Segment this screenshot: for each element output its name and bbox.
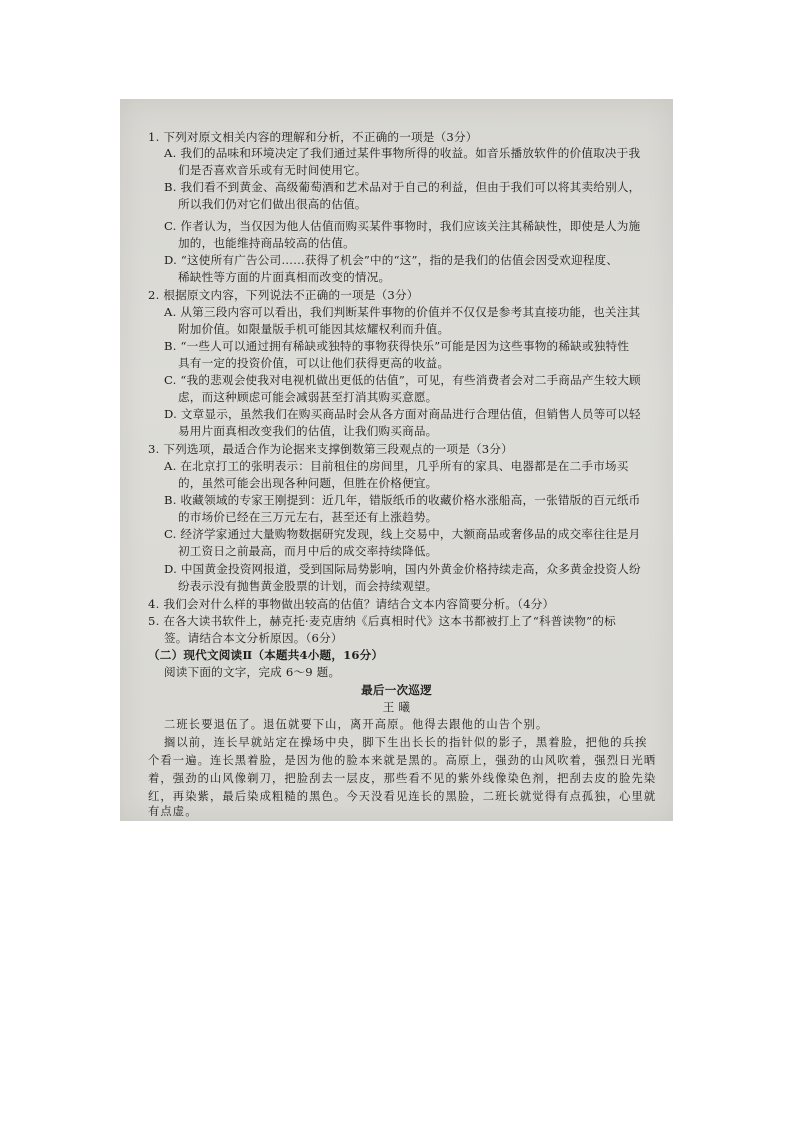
q1-option-a-line1: A. 我们的品味和环境决定了我们通过某件事物所得的收益。如音乐播放软件的价值取决于我 xyxy=(164,146,641,160)
story-paragraph-1: 二班长要退伍了。退伍就要下山，离开高原。他得去跟他的山告个别。 xyxy=(164,718,549,731)
q3-option-a-line2: 的，虽然可能会出现各种问题，但胜在价格便宜。 xyxy=(178,476,438,490)
q1-option-b-line1: B. 我们看不到黄金、高级葡萄酒和艺术品对于自己的利益，但由于我们可以将其卖给别人， xyxy=(164,180,641,194)
question-1-stem: 1. 下列对原文相关内容的理解和分析，不正确的一项是（3分） xyxy=(148,130,478,144)
q1-option-c-line2: 加的，也能维持商品较高的估值。 xyxy=(178,236,355,250)
q2-option-d-line2: 易用片面真相改变我们的估值，让我们购买商品。 xyxy=(178,424,438,438)
scanned-exam-page xyxy=(120,99,673,821)
q2-option-c-line1: C. “我的悲观会使我对电视机做出更低的估值”，可见，有些消费者会对二手商品产生较大顾 xyxy=(164,373,641,387)
q2-option-a-line1: A. 从第三段内容可以看出，我们判断某件事物的价值并不仅仅是参考其直接功能，也关注其 xyxy=(164,305,641,319)
q3-option-c-line1: C. 经济学家通过大量购物数据研究发现，线上交易中，大额商品或奢侈品的成交率往往是月 xyxy=(164,527,641,541)
question-2-stem: 2. 根据原文内容，下列说法不正确的一项是（3分） xyxy=(148,288,419,302)
story-paragraph-2-line1: 搁以前，连长早就站定在操场中央，脚下生出长长的指针似的影子，黑着脸，把他的兵挨 xyxy=(164,736,648,749)
question-4-stem: 4. 我们会对什么样的事物做出较高的估值？请结合文本内容简要分析。（4分） xyxy=(148,597,555,611)
q2-option-d-line1: D. 文章显示，虽然我们在购买商品时会从各方面对商品进行合理估值，但销售人员等可以轻 xyxy=(164,407,641,421)
q3-option-c-line2: 初工资日之前最高，而月中后的成交率持续降低。 xyxy=(178,544,438,558)
q3-option-d-line1: D. 中国黄金投资网报道，受到国际局势影响，国内外黄金价格持续走高，众多黄金投资人纷 xyxy=(164,562,641,576)
q1-option-c-line1: C. 作者认为，当仅因为他人估值而购买某件事物时，我们应该关注其稀缺性，即使是人为施 xyxy=(164,219,641,233)
q3-option-d-line2: 纷表示没有抛售黄金股票的计划，而会持续观望。 xyxy=(178,579,438,593)
story-paragraph-2-line2: 个看一遍。连长黑着脸，是因为他的脸本来就是黑的。高原上，强劲的山风吹着，强烈日光晒 xyxy=(148,754,657,767)
question-3-stem: 3. 下列选项，最适合作为论据来支撑倒数第三段观点的一项是（3分） xyxy=(148,442,513,456)
q1-option-d-line2: 稀缺性等方面的片面真相而改变的情况。 xyxy=(178,270,391,284)
story-paragraph-2-line3: 着，强劲的山风像剃刀，把脸刮去一层皮，那些看不见的紫外线像染色剂，把刮去皮的脸先染 xyxy=(148,772,657,785)
q1-option-d-line1: D. “这使所有广告公司……获得了机会”中的“这”，指的是我们的估值会因受欢迎程度、 xyxy=(164,253,619,267)
story-title: 最后一次巡逻 xyxy=(361,683,432,697)
section-instruction: 阅读下面的文字，完成 6～9 题。 xyxy=(164,665,341,679)
q2-option-a-line2: 附加价值。如限量版手机可能因其炫耀权利而升值。 xyxy=(178,322,450,336)
q2-option-b-line2: 具有一定的投资价值，可以让他们获得更高的收益。 xyxy=(178,356,450,370)
q3-option-b-line1: B. 收藏领域的专家王刚提到：近几年，错版纸币的收藏价格水涨船高，一张错版的百元纸币 xyxy=(164,493,641,507)
q2-option-c-line2: 虑，而这种顾虑可能会减弱甚至打消其购买意愿。 xyxy=(178,390,438,404)
question-5-stem: 5. 在各大读书软件上，赫克托·麦克唐纳《后真相时代》这本书都被打上了“科普读物”的标 xyxy=(148,614,616,628)
q3-option-b-line2: 的市场价已经在三万元左右，甚至还有上涨趋势。 xyxy=(178,510,438,524)
q2-option-b-line1: B. “一些人可以通过拥有稀缺或独特的事物获得快乐”可能是因为这些事物的稀缺或独特性 xyxy=(164,339,630,353)
story-paragraph-2-line4: 红，再染紫，最后染成粗糙的黑色。今天没看见连长的黑脸，二班长就觉得有点孤独，心里就 xyxy=(148,790,657,803)
q5-continuation: 签。请结合本文分析原因。（6分） xyxy=(164,631,343,645)
q1-option-a-line2: 们是否喜欢音乐或有无时间使用它。 xyxy=(178,163,367,177)
story-author: 王 曦 xyxy=(382,700,411,714)
q3-option-a-line1: A. 在北京打工的张明表示：目前租住的房间里，几乎所有的家具、电器都是在二手市场买 xyxy=(164,459,629,473)
q1-option-b-line2: 所以我们仍对它们做出很高的估值。 xyxy=(178,197,367,211)
story-paragraph-2-line5: 有点虚。 xyxy=(148,805,198,818)
section-heading: （二）现代文阅读Ⅱ（本题共4小题，16分） xyxy=(148,648,384,662)
